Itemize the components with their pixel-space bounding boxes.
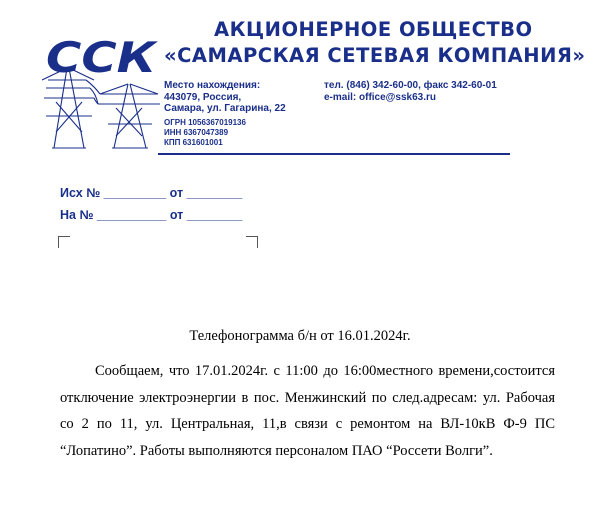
address-line1: 443079, Россия, xyxy=(164,91,242,103)
contacts-block xyxy=(324,80,497,103)
document-title: Телефонограмма б/н от 16.01.2024г. xyxy=(189,328,411,344)
company-name-line2: «САМАРСКАЯ СЕТЕВАЯ КОМПАНИЯ» xyxy=(164,44,586,67)
address-corner-right xyxy=(246,236,258,248)
inn: ИНН 6367047389 xyxy=(164,128,229,137)
registration-block xyxy=(164,118,246,148)
address-block xyxy=(164,80,286,115)
address-line2: Самара, ул. Гагарина, 22 xyxy=(164,103,286,114)
address-corner-left xyxy=(58,236,70,248)
address-label: Место нахождения: xyxy=(164,80,261,91)
letterhead-divider xyxy=(158,153,510,155)
document-body: Сообщаем, что 17.01.2024г. с 11:00 до 16:00местного времени,состоится отключение электроэнергии в пос. Менжинский по след.адресам: ул. Рабочая со 2 по 11, ул. Центральная, 11,в связи с ремонтом на ВЛ-10кВ Ф-9 ПС “Лопатино”. Работы выполняются персоналом ПАО “Россети Волги”. xyxy=(60,363,555,459)
phone-fax: тел. (846) 342-60-00, факс 342-60-01 xyxy=(324,80,497,91)
kpp: КПП 631601001 xyxy=(164,138,223,147)
email: e-mail: office@ssk63.ru xyxy=(324,91,437,103)
reference-block xyxy=(60,182,242,226)
company-logo xyxy=(42,32,160,150)
ogrn: ОГРН 1056367019136 xyxy=(164,118,246,127)
outgoing-number: Исх № _________ от ________ xyxy=(60,186,243,200)
incoming-number: На № __________ от ________ xyxy=(60,208,243,222)
logo-text: ССК xyxy=(46,33,160,82)
company-name-line1: АКЦИОНЕРНОЕ ОБЩЕСТВО xyxy=(214,18,533,41)
